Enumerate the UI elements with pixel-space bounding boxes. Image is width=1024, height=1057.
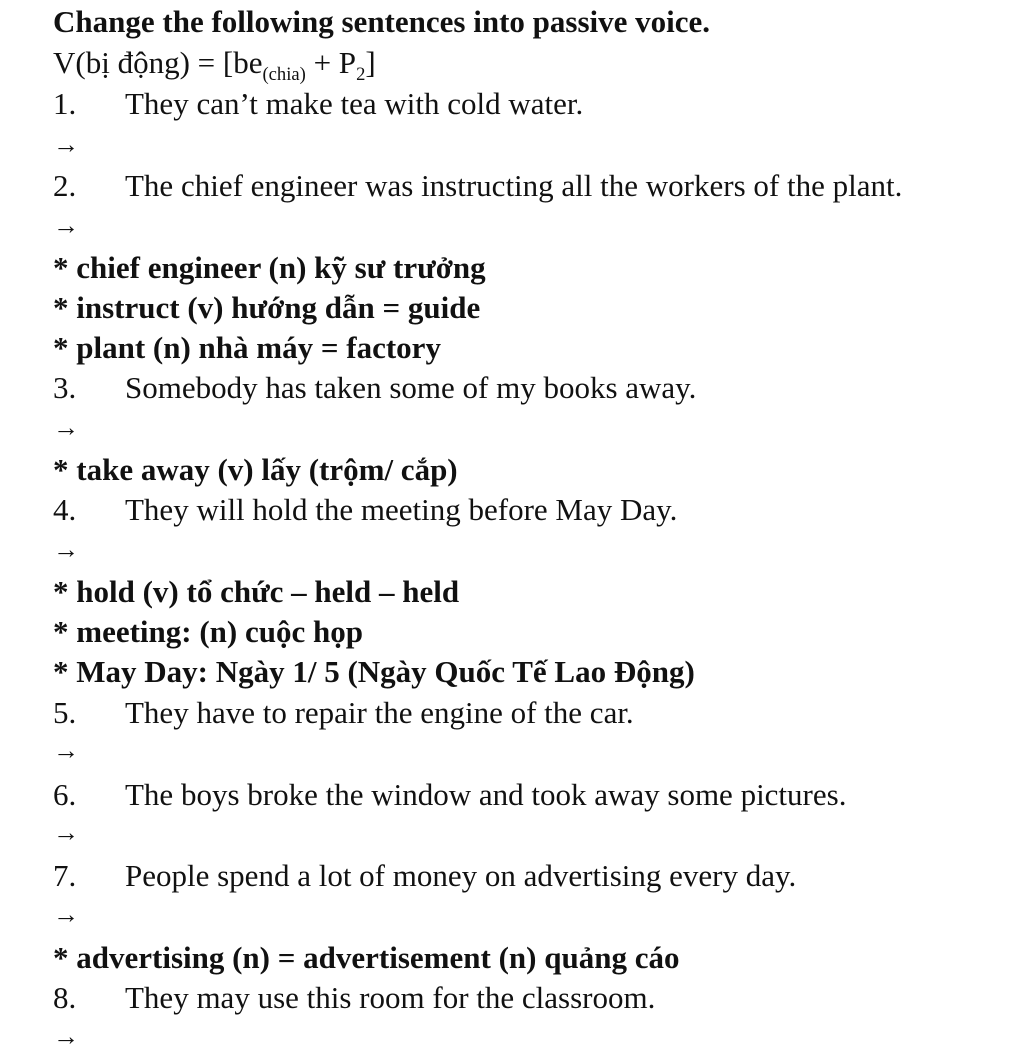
item-sentence: The boys broke the window and took away some pictures. — [125, 777, 847, 812]
item-number: 2. — [53, 168, 77, 203]
item-sentence: People spend a lot of money on advertising every day. — [125, 858, 797, 893]
answer-arrow-8: → — [53, 1022, 79, 1051]
item-sentence: Somebody has taken some of my books away. — [125, 370, 697, 405]
item-number: 8. — [53, 980, 77, 1015]
exercise-item-3 — [53, 368, 696, 408]
item-number: 5. — [53, 695, 77, 730]
item-sentence: They may use this room for the classroom. — [125, 980, 656, 1015]
item-sentence: They have to repair the engine of the car. — [125, 695, 634, 730]
exercise-item-7 — [53, 856, 796, 896]
answer-arrow-2: → — [53, 211, 79, 240]
answer-arrow-7: → — [53, 900, 79, 929]
page-title: Change the following sentences into passive voice. — [53, 4, 711, 39]
vocab-note-hold: * hold (v) tổ chức – held – held — [53, 574, 460, 609]
passive-formula — [53, 43, 376, 86]
vocab-note-advertising: * advertising (n) = advertisement (n) quảng cáo — [53, 940, 680, 975]
formula-mid: + P — [305, 45, 357, 80]
formula-subscript-2: 2 — [356, 64, 366, 86]
item-sentence: They will hold the meeting before May Day. — [125, 492, 678, 527]
answer-arrow-5: → — [53, 736, 79, 765]
vocab-note-chief-engineer: * chief engineer (n) kỹ sư trưởng — [53, 250, 486, 285]
vocab-note-instruct: * instruct (v) hướng dẫn = guide — [53, 290, 481, 325]
item-number: 3. — [53, 370, 77, 405]
vocab-note-take-away: * take away (v) lấy (trộm/ cắp) — [53, 452, 458, 487]
item-number: 6. — [53, 777, 77, 812]
vocab-note-meeting: * meeting: (n) cuộc họp — [53, 614, 363, 649]
exercise-item-5 — [53, 693, 634, 733]
exercise-item-2 — [53, 166, 902, 206]
exercise-item-1 — [53, 84, 583, 124]
item-number: 7. — [53, 858, 77, 893]
item-number: 4. — [53, 492, 77, 527]
answer-arrow-4: → — [53, 535, 79, 564]
answer-arrow-3: → — [53, 413, 79, 442]
answer-arrow-1: → — [53, 130, 79, 159]
answer-arrow-6: → — [53, 818, 79, 847]
exercise-item-4 — [53, 490, 677, 530]
exercise-item-6 — [53, 775, 846, 815]
vocab-note-may-day: * May Day: Ngày 1/ 5 (Ngày Quốc Tế Lao Động) — [53, 654, 695, 689]
item-sentence: The chief engineer was instructing all the workers of the plant. — [125, 168, 903, 203]
formula-prefix: V(bị động) = [be — [53, 45, 263, 80]
formula-subscript-chia: (chia) — [262, 64, 306, 86]
item-sentence: They can’t make tea with cold water. — [125, 86, 584, 121]
exercise-item-8 — [53, 978, 655, 1018]
vocab-note-plant: * plant (n) nhà máy = factory — [53, 330, 441, 365]
formula-suffix: ] — [365, 45, 376, 80]
item-number: 1. — [53, 86, 77, 121]
